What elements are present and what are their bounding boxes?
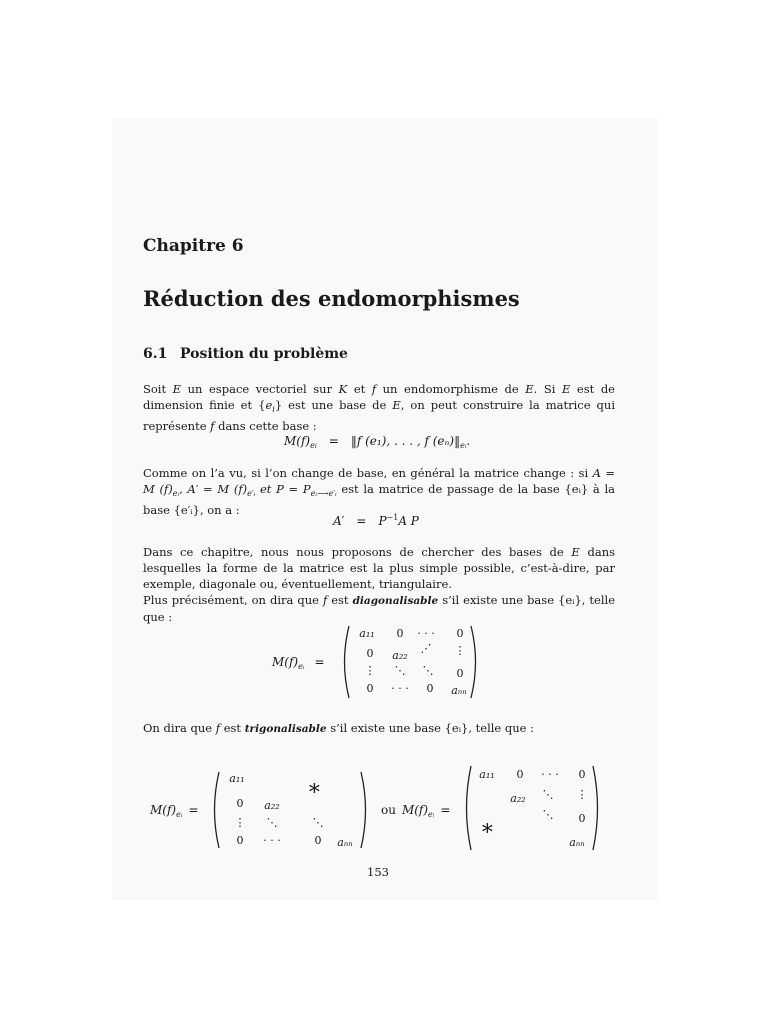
matrix-cell: aₙₙ xyxy=(569,836,585,849)
star-symbol: ∗ xyxy=(307,776,322,801)
term-diagonalisable: diagonalisable xyxy=(352,595,439,607)
matrix-cell: a₁₁ xyxy=(229,772,245,785)
paragraph-4: Plus précisément, on dira que f est diagonalisable s’il existe une base {eᵢ}, telle que : xyxy=(143,593,616,624)
matrix-cell: a₂₂ xyxy=(264,799,280,812)
upper-triangular-matrix xyxy=(462,764,602,852)
tri-upper-lhs: ou $M(f)_{eᵢ}$ = xyxy=(381,803,451,819)
matrix-cell: 0 xyxy=(456,627,464,640)
equation-change-of-basis: $A' = P^{-1}A$ P xyxy=(333,513,419,528)
matrix-cell: ⋮ xyxy=(454,644,466,657)
equation-matrix-def: $M(f)_{ei}$ = ‖f (e₁), . . . , f $(e_n)‖_{eᵢ}$. xyxy=(284,434,471,450)
matrix-cell: ⋱ xyxy=(422,664,434,677)
matrix-cell: 0 xyxy=(516,768,524,781)
matrix-cell: 0 xyxy=(456,667,464,680)
section-number: 6.1 xyxy=(143,346,168,362)
matrix-cell: ⋱ xyxy=(542,788,554,801)
lower-triangular-matrix xyxy=(210,770,370,850)
tri-lower-lhs: $M(f)_{eᵢ}$ = xyxy=(150,803,199,819)
matrix-cell: aₙₙ xyxy=(337,836,353,849)
star-symbol: ∗ xyxy=(480,816,495,841)
paragraph-2: Comme on l’a vu, si l’on change de base, en général la matrice change : si A = M $(f)_{eᵢ}$, A′ = M $(f)_{e'ᵢ}$ et $P = P_{eᵢ⟶e'ᵢ}$ est la matrice de passage de la base {eᵢ} à la base {e′ᵢ}, on a : xyxy=(143,466,615,517)
matrix-cell: a₁₁ xyxy=(359,627,375,640)
matrix-cell: 0 xyxy=(578,812,586,825)
matrix-cell: 0 xyxy=(366,682,374,695)
matrix-cell: ⋱ xyxy=(312,816,324,829)
matrix-cell: 0 xyxy=(396,627,404,640)
matrix-cell: 0 xyxy=(578,768,586,781)
section-title: Position du problème xyxy=(180,346,348,362)
diagonal-matrix xyxy=(340,624,480,700)
matrix-cell: · · · xyxy=(391,682,409,695)
matrix-cell: · · · xyxy=(541,768,559,781)
matrix-cell: 0 xyxy=(236,834,244,847)
diag-lhs: $M(f)_{eᵢ}$ = xyxy=(272,655,325,671)
matrix-cell: ⋰ xyxy=(420,642,432,655)
matrix-cell: 0 xyxy=(314,834,322,847)
matrix-cell: a₂₂ xyxy=(510,792,526,805)
matrix-cell: ⋮ xyxy=(364,664,376,677)
chapter-label: Chapitre 6 xyxy=(143,236,244,256)
matrix-cell: ⋮ xyxy=(576,788,588,801)
matrix-cell: ⋱ xyxy=(542,808,554,821)
matrix-cell: 0 xyxy=(236,797,244,810)
paragraph-5: On dira que f est trigonalisable s’il existe une base {eᵢ}, telle que : xyxy=(143,721,534,735)
matrix-cell: ⋮ xyxy=(234,816,246,829)
matrix-cell: a₂₂ xyxy=(392,649,408,662)
page-number: 153 xyxy=(367,865,389,879)
paragraph-1: Soit E un espace vectoriel sur K et f un endomorphisme de E. Si E est de dimension finie et $\{e_i\}$ est une base de E, on peut construire la matrice qui représente f dans cette base : xyxy=(143,382,616,433)
term-trigonalisable: trigonalisable xyxy=(244,723,327,735)
section-heading xyxy=(143,346,348,362)
chapter-title: Réduction des endomorphismes xyxy=(143,286,520,311)
matrix-cell: a₁₁ xyxy=(479,768,495,781)
matrix-cell: 0 xyxy=(366,647,374,660)
matrix-cell: aₙₙ xyxy=(451,684,467,697)
matrix-cell: 0 xyxy=(426,682,434,695)
matrix-cell: · · · xyxy=(263,834,281,847)
matrix-cell: ⋱ xyxy=(394,664,406,677)
paragraph-3: Dans ce chapitre, nous nous proposons de chercher des bases de E dans lesquelles la forme de la matrice est la plus simple possible, c’est-à-dire, par exemple, diagonale ou, éventuellement, triangulaire. xyxy=(143,545,615,591)
matrix-cell: ⋱ xyxy=(266,816,278,829)
matrix-cell: · · · xyxy=(417,627,435,640)
